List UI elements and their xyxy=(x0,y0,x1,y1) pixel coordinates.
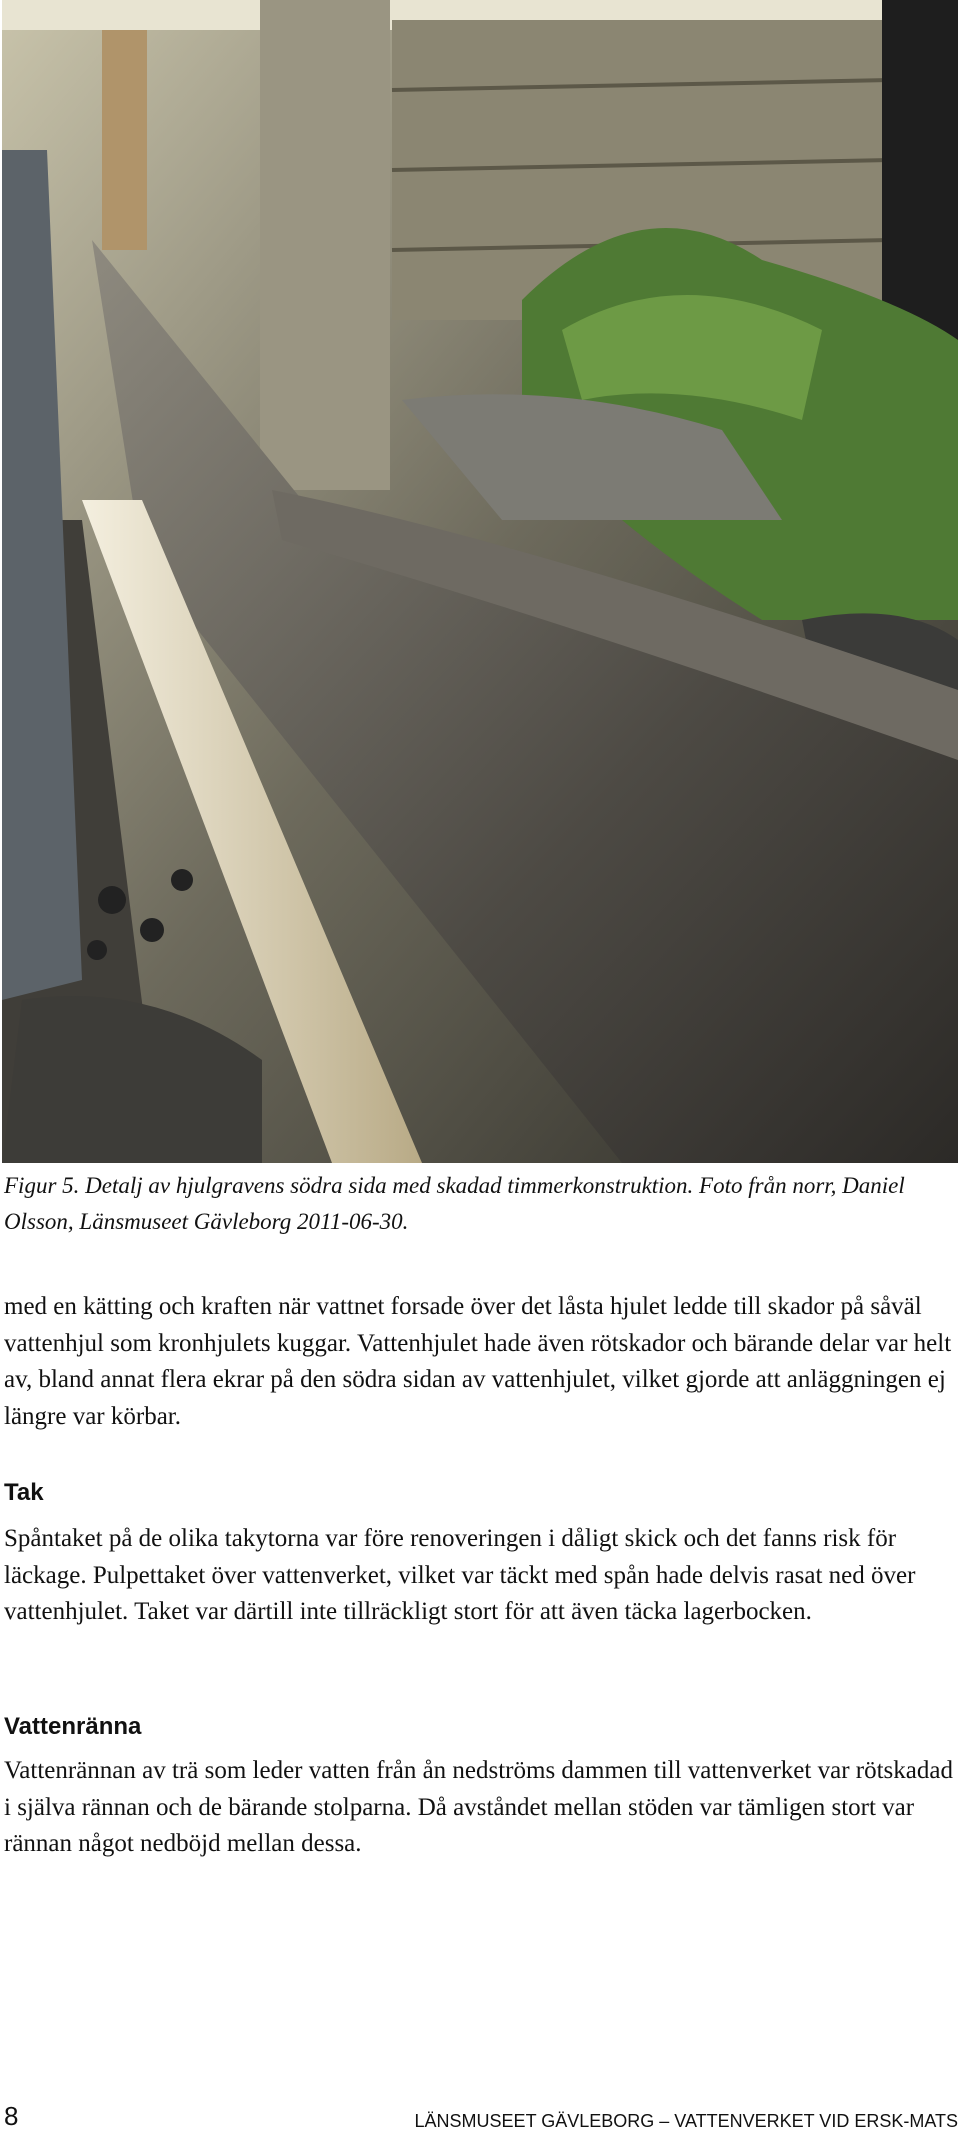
figure-caption: Figur 5. Detalj av hjulgravens södra sida med skadad timmerkonstruktion. Foto från norr, Daniel Olsson, Länsmuseet Gävleborg 2011-06-30. xyxy=(4,1173,905,1234)
running-title: LÄNSMUSEET GÄVLEBORG – VATTENVERKET VID ERSK-MATS xyxy=(414,2111,958,2131)
section-heading-vattenranna: Vattenränna xyxy=(4,1713,142,1740)
section-text-vattenranna: Vattenrännan av trä som leder vatten från ån nedströms dammen till vattenverket var rötskadad i själva rännan och de bärande stolparna. Då avståndet mellan stöden var tämligen stort var rännan något nedböjd mellan dessa. xyxy=(4,1757,953,1858)
section-heading-tak: Tak xyxy=(4,1479,44,1506)
body-paragraph-intro: med en kätting och kraften när vattnet forsade över det låsta hjulet ledde till skador på såväl vattenhjul som kronhjulets kuggar. Vattenhjulet hade även rötskador och bärande delar var helt av, bland annat flera ekrar på den södra sidan av vattenhjulet, vilket gjorde att anläggningen ej längre var körbar. xyxy=(4,1293,952,1430)
page-number: 8 xyxy=(4,2101,19,2131)
section-text-tak: Spåntaket på de olika takytorna var före renoveringen i dåligt skick och det fanns risk för läckage. Pulpettaket över vattenverket, vilket var täckt med spån hade delvis rasat ned över vattenhjulet. Taket var därtill inte tillräckligt stort för att även täcka lagerbocken. xyxy=(4,1525,916,1626)
figure-photo-damaged-timber xyxy=(2,0,958,1163)
